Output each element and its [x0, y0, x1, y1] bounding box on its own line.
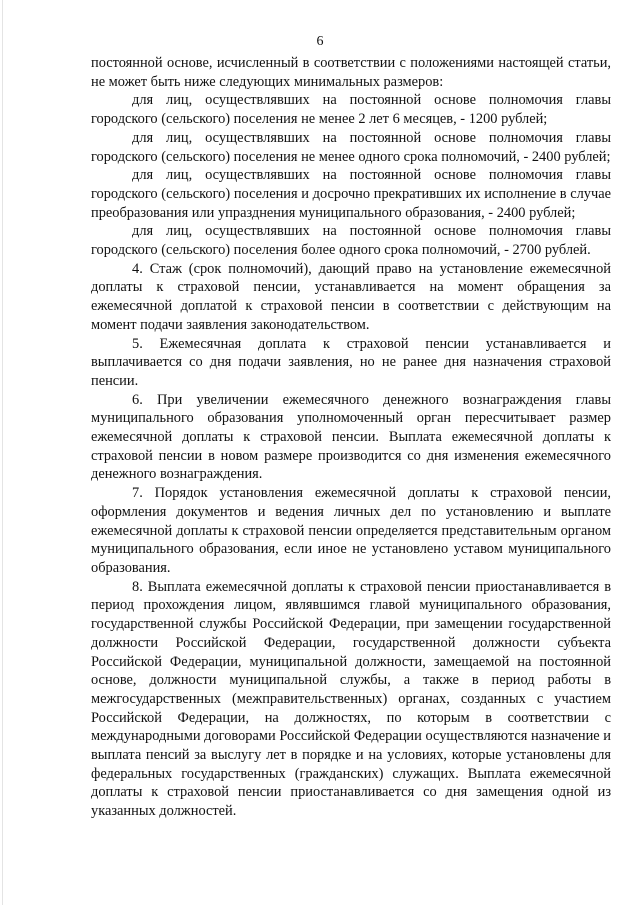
- paragraph-min-size-2400-early-termination: для лиц, осуществлявших на постоянной основе полномочия главы городского (сельского) поселения и досрочно прекративших их исполнение в случае преобразования или упразднения муниципального образования, - 2400 рублей;: [91, 167, 611, 221]
- paragraph-min-size-1200: для лиц, осуществлявших на постоянной основе полномочия главы городского (сельского) поселения не менее 2 лет 6 месяцев, - 1200 рублей;: [91, 92, 611, 128]
- page-number: 6: [316, 34, 324, 49]
- paragraph-item-5: 5. Ежемесячная доплата к страховой пенсии устанавливается и выплачивается со дня подачи заявления, но не ранее дня назначения страховой пенсии.: [91, 335, 611, 389]
- paragraph-min-size-2400-one-term: для лиц, осуществлявших на постоянной основе полномочия главы городского (сельского) поселения не менее одного срока полномочий, - 2400 рублей;: [91, 129, 611, 165]
- document-body: [91, 54, 611, 821]
- paragraph-min-size-2700: для лиц, осуществлявших на постоянной основе полномочия главы городского (сельского) поселения более одного срока полномочий, - 2700 рублей.: [91, 223, 611, 259]
- paragraph-item-6: 6. При увеличении ежемесячного денежного вознаграждения главы муниципального образования уполномоченный орган пересчитывает размер ежемесячной доплаты к страховой пенсии. Выплата ежемесячной доплаты к страховой пенсии в новом размере производится со дня изменения ежемесячного денежного вознаграждения.: [91, 391, 611, 483]
- scan-edge-line: [2, 0, 3, 905]
- paragraph-item-4: 4. Стаж (срок полномочий), дающий право на установление ежемесячной доплаты к страховой пенсии, устанавливается на момент обращения за ежемесячной доплатой к страховой пенсии в соответствии с действующим на момент подачи заявления законодательством.: [91, 260, 611, 333]
- paragraph-continuation: постоянной основе, исчисленный в соответствии с положениями настоящей статьи, не может быть ниже следующих минимальных размеров:: [91, 55, 611, 90]
- paragraph-item-8: 8. Выплата ежемесячной доплаты к страховой пенсии приостанавливается в период прохождения лицом, являвшимся главой муниципального образования, государственной службы Российской Федерации, при замещении государственной должности Российской Федерации, государственной должности субъекта Российской Федерации, муниципальной должности, замещаемой на постоянной основе, должности муниципальной службы, а также в период работы в межгосударственных (межправительственных) органах, созданных с участием Российской Федерации, на должностях, по которым в соответствии с международными договорами Российской Федерации осуществляются назначение и выплата пенсий за выслугу лет в порядке и на условиях, которые установлены для федеральных государственных (гражданских) служащих. Выплата ежемесячной доплаты к страховой пенсии приостанавливается со дня замещения одной из указанных должностей.: [91, 578, 611, 820]
- paragraph-item-7: 7. Порядок установления ежемесячной доплаты к страховой пенсии, оформления документов и ведения личных дел по установлению и выплате ежемесячной доплаты к страховой пенсии определяется представительным органом муниципального образования, если иное не установлено уставом муниципального образования.: [91, 485, 611, 576]
